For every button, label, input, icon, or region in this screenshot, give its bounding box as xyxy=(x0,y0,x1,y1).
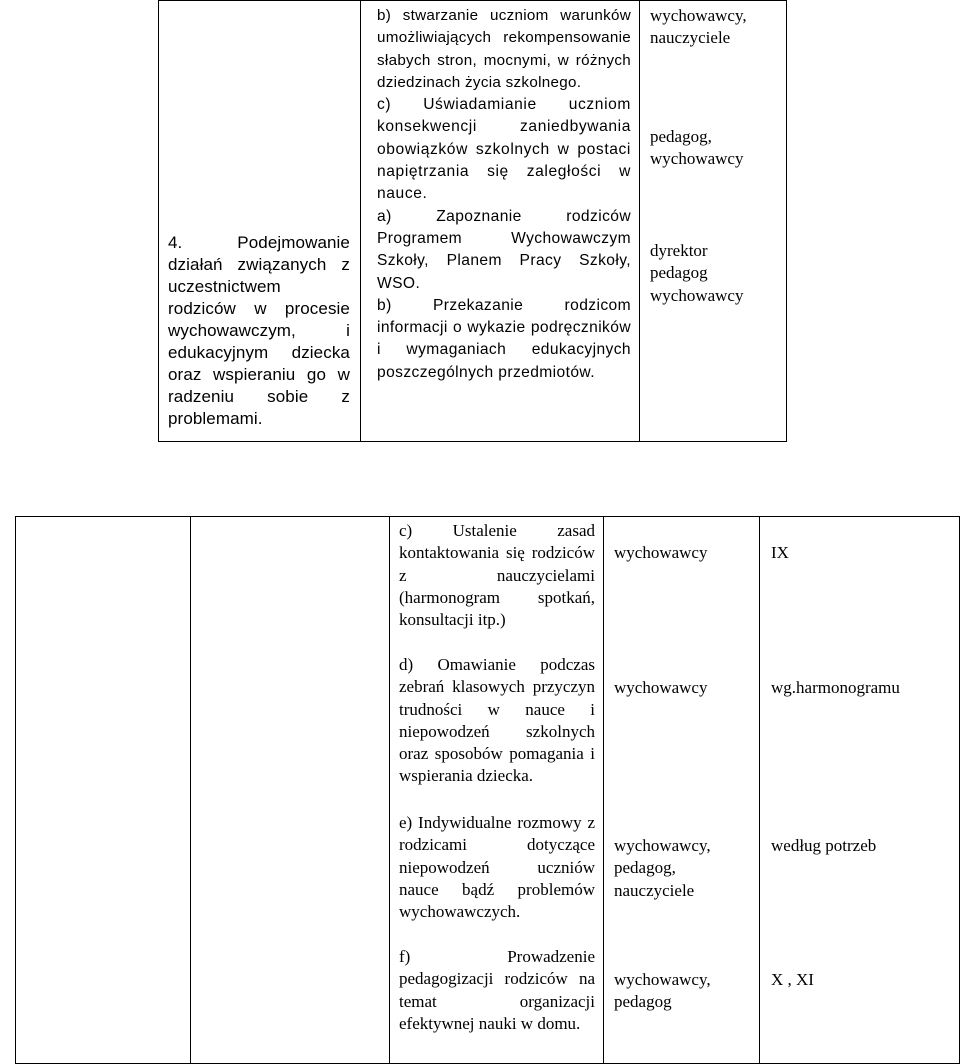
action-item: a) Zapoznanie rodziców Programem Wychowawczym Szkoły, Planem Pracy Szkoły, WSO. xyxy=(377,207,631,292)
responsible-cell: wychowawcy xyxy=(614,543,708,562)
responsible-cell: wychowawcy, pedagog, nauczyciele xyxy=(614,836,711,900)
responsible-cell: dyrektor pedagog wychowawcy xyxy=(650,241,744,305)
action-item: b) stwarzanie uczniom warunków umożliwiających rekompensowanie słabych stron, mocnymi, w różnych dziedzinach życia szkolnego. xyxy=(377,7,631,91)
term-cell: według potrzeb xyxy=(771,836,877,855)
term-cell: wg.harmonogramu xyxy=(771,678,900,697)
term-cell: X , XI xyxy=(771,970,814,989)
action-item: e) Indywidualne rozmowy z rodzicami dotyczące niepowodzeń uczniów nauce bądź problemów wychowawczych. xyxy=(399,813,595,922)
action-item: c) Uświadamianie uczniom konsekwencji zaniedbywania obowiązków szkolnych w postaci napiętrzania się zaległości w nauce. xyxy=(377,96,631,203)
responsible-cell: wychowawcy, pedagog xyxy=(614,970,711,1012)
action-item: c) Ustalenie zasad kontaktowania się rodziców z nauczycielami (harmonogram spotkań, konsultacji itp.) xyxy=(399,521,595,630)
actions-list xyxy=(377,5,631,384)
action-item: f) Prowadzenie pedagogizacji rodziców na temat organizacji efektywnej nauki w domu. xyxy=(399,947,595,1033)
table-bottom-col0-cell xyxy=(15,516,191,1064)
responsible-cell: pedagog, wychowawcy xyxy=(650,127,744,169)
table-top-col3-cell xyxy=(639,0,787,442)
action-item: b) Przekazanie rodzicom informacji o wykazie podręczników i wymaganiach edukacyjnych poszczególnych przedmiotów. xyxy=(377,296,631,381)
responsible-cell: wychowawcy xyxy=(614,678,708,697)
area-description: 4. Podejmowanie działań związanych z uczestnictwem rodziców w procesie wychowawczym, i edukacyjnym dziecka oraz wspieraniu go w radzeniu sobie z problemami. xyxy=(168,233,350,428)
responsible-cell: wychowawcy, nauczyciele xyxy=(650,6,747,48)
term-cell: IX xyxy=(771,543,789,562)
table-bottom-col1-cell xyxy=(190,516,390,1064)
action-item: d) Omawianie podczas zebrań klasowych przyczyn trudności w nauce i niepowodzeń szkolnych oraz sposobów pomagania i wspierania dziecka. xyxy=(399,655,595,786)
